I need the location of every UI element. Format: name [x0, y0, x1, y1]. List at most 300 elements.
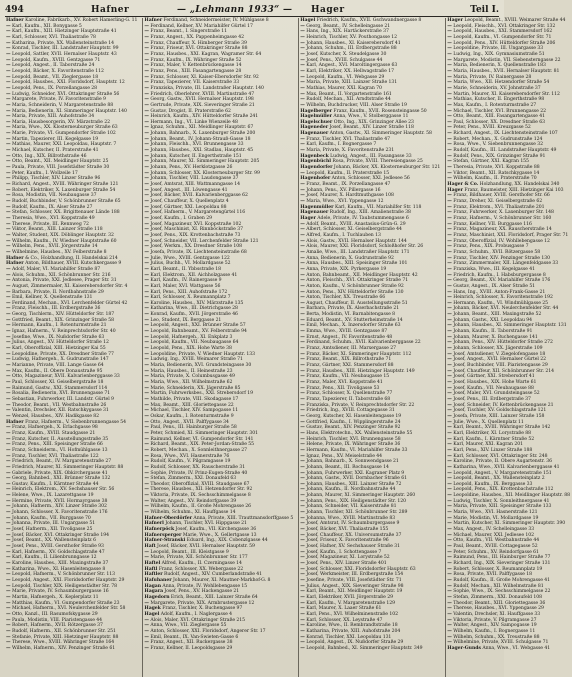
entry-details: Julius, Angest., XV. Hütteldorfer Straße 12 — [10, 340, 109, 346]
entry-surname: — — [6, 215, 11, 221]
entry-surname: — — [447, 170, 452, 176]
entry-surname: — — [144, 476, 149, 482]
entry-details: Marie, Modistin, VI. Mollardgasse 19 — [451, 515, 539, 521]
entry-surname: — — [447, 521, 452, 527]
entry-surname: Hafuhaner — [144, 577, 172, 583]
entry-surname: — — [144, 266, 149, 272]
entry-surname: — — [300, 29, 305, 35]
entry-surname: — — [6, 532, 11, 538]
entry-details: Josef, Angest., XVII. Hernalser Gürtel 22 — [451, 357, 546, 363]
entry-surname: — — [6, 555, 11, 561]
entry-details: Gustav, Kaufm., I. Kärntner Straße 44 — [10, 481, 99, 487]
entry-details: August, Chauffeur, II. Ausstellungsstraße 51 — [304, 300, 408, 306]
entry-surname: — — [144, 504, 149, 510]
entry-surname: — — [300, 430, 305, 436]
entry-details: Josefa, Private, IX. Liechtensteinstraße 68 — [148, 249, 247, 255]
entry-details: Julie, Wwe., X. Quellenplatz 11 — [451, 419, 524, 425]
entry-details: Friedrich, Kaufm., I. Habsburgergasse 8 — [451, 272, 546, 278]
entry-surname: — — [6, 182, 11, 188]
entry-details: Philipp, Tischler, XIV. Linzer Straße 96 — [10, 176, 101, 182]
entry-surname: — — [447, 623, 452, 629]
entry-surname: — — [447, 317, 452, 323]
entry-surname: — — [300, 357, 305, 363]
entry-details: Josef, Schneider, VII. Lerchenfelder Straße 121 — [148, 238, 259, 244]
entry-details: Wilhelm, Schuhm., XX. Treustraße 88 — [451, 634, 540, 640]
entry-surname: — — [6, 617, 11, 623]
entry-details: Max, Kaufm., I. Rotenturmstraße 27 — [451, 102, 537, 108]
entry-details: Theresia, Private, XVI. Koppstraße 88 — [451, 165, 540, 171]
entry-surname: — — [300, 402, 305, 408]
entry-details: Josef, Bäcker, XVI. Ottakringer Straße 194 — [10, 532, 109, 538]
entry-details: Paula, Modistin, VIII. Piaristengasse 44 — [10, 617, 103, 623]
entry-surname: — — [144, 396, 149, 402]
entry-surname: — — [6, 108, 11, 114]
entry-surname: Hagelschuer — [300, 119, 333, 125]
entry-surname: — — [6, 493, 11, 499]
entry-surname: — — [447, 447, 452, 453]
entry-surname: — — [144, 430, 149, 436]
entry-details: Wilhelm, Buchdrucker, VIII. Alser Straße 19 — [304, 102, 407, 108]
entry-surname: — — [144, 640, 149, 646]
entry-details: Leopold, Kaufm., VI. Gumpendorfer Str. 71 — [451, 34, 552, 40]
entry-details: Johann, Schlosser, XX. Klosterneuburger Str. 99 — [148, 170, 260, 176]
entry-surname: — — [6, 29, 11, 35]
entry-surname: — — [447, 68, 452, 74]
entry-surname: — — [6, 300, 11, 306]
entry-surname: — — [300, 227, 305, 233]
entry-surname: — — [300, 623, 305, 629]
entry-details: Josef, Kaufm., I. Schottengasse 7 — [304, 549, 382, 555]
entry-details: Hermine, Private, XVII. Hormayrgasse 38 — [10, 498, 108, 504]
entry-surname: — — [6, 374, 11, 380]
entry-details: Franz, Bildhauer, XVIII. Gersthofer Str. 66 — [451, 193, 550, 199]
entry-details: Johann, Hafnerm., XIV. Linzer Straße 302 — [10, 504, 107, 510]
entry-surname: — — [300, 510, 305, 516]
entry-surname: — — [447, 374, 452, 380]
entry-details: Sophie, Wwe., IX. Sechsschimmelgasse 22 — [451, 589, 551, 595]
entry-details: Franz, Maler, V. Kettenbrückengasse 14 — [148, 63, 242, 69]
entry-surname: — — [300, 295, 305, 301]
entry-details: Franz, Schlosser, XI. Kaiser-Ebersdorfer Str. 92 — [148, 74, 259, 80]
entry-surname: — — [6, 295, 11, 301]
entry-surname: — — [6, 51, 11, 57]
entry-surname: Hafner — [6, 261, 24, 267]
entry-surname: — — [144, 204, 149, 210]
entry-details: Leopold, Sattler, XVII. Hernalser Hauptstr. 43 — [10, 51, 117, 57]
entry-surname: — — [6, 589, 11, 595]
entry-surname: — — [447, 600, 452, 606]
entry-details: Karoline, Wwe., II. Rembrandtstraße 18 — [304, 623, 398, 629]
entry-details: Johann, Schlosser, XX. Jägerstraße 109 — [451, 346, 543, 352]
entry-surname: — — [144, 210, 149, 216]
entry-surname: Hagendorfer — [300, 165, 333, 171]
entry-surname: — — [144, 487, 149, 493]
entry-surname: — — [6, 634, 11, 640]
entry-surname: — — [447, 430, 452, 436]
entry-surname: — — [300, 408, 305, 414]
entry-details: Alfred, Kaufm., I. Tuchlauben 13 — [304, 232, 381, 238]
entry-surname: — — [300, 351, 305, 357]
entry-surname: — — [300, 85, 305, 91]
entry-details: Holzhandlung, XX. Handelskai 340 — [478, 182, 560, 188]
entry-surname: — — [6, 640, 11, 646]
entry-details: Heinrich, Elektrom., XV. Sechshauser Str. 56 — [10, 487, 115, 493]
entry-surname: — — [6, 572, 11, 578]
entry-surname: — — [6, 538, 11, 544]
entry-details: Franz, Oberoffizial, IV. Wohllebengasse 12 — [451, 238, 550, 244]
entry-surname: — — [6, 272, 11, 278]
entry-surname: — — [144, 628, 149, 634]
entry-surname: — — [144, 617, 149, 623]
entry-details: Johanna, Private, III. Ungargasse 51 — [10, 521, 96, 527]
entry-details: Rudolf, Kaufm., IX. Alser Straße 27 — [10, 204, 93, 210]
entry-surname: — — [6, 368, 11, 374]
entry-surname: — — [447, 74, 452, 80]
entry-details: Otto, Beamt., XII. Meidlinger Hauptstr. 25 — [10, 159, 109, 165]
entry-surname: — — [447, 611, 452, 617]
entry-details: Franziska, Private, III. Landstraßer Hauptstr. 140 — [148, 85, 264, 91]
entry-surname: — — [300, 476, 305, 482]
entry-surname: — — [144, 108, 149, 114]
entry-details: Josef, Pens., III. Erdbergstraße 37 — [451, 396, 531, 402]
entry-details: Franz, Kellner, VII. Burggasse 116 — [451, 221, 532, 227]
entry-surname: — — [300, 442, 305, 448]
entry-surname: — — [447, 583, 452, 589]
entry-surname: — — [144, 199, 149, 204]
entry-surname: — — [6, 459, 11, 465]
entry-surname: Hagel — [144, 611, 160, 617]
entry-details: Emil, Kellner, X. Quellenstraße 131 — [10, 295, 93, 301]
entry-surname: — — [300, 606, 305, 612]
entry-details: Franz, Maschinist, XXI. Floridsdorf, Prager Str. 71 — [451, 232, 569, 238]
column-4 — [445, 18, 572, 677]
entry-surname: — — [300, 577, 305, 583]
entry-details: Amalie, Wwe., III. Landstraßer Hauptstr. 171 — [304, 249, 410, 255]
entry-surname: — — [300, 374, 305, 380]
entry-surname: — — [6, 289, 11, 295]
entry-surname: Hagenbüchl — [300, 159, 331, 165]
entry-details: Maria, Private, X. Columbusgasse 49 — [148, 374, 235, 380]
entry-surname: — — [447, 544, 452, 550]
entry-details: Katharina, Private, XIII. Auhofstraße 204 — [304, 628, 401, 634]
entry-details: Emil, Mechan., X. Inzersdorfer Straße 63 — [304, 323, 401, 329]
entry-details: Josef, Chauffeur, XII. Schönbrunner Str. 214 — [451, 368, 555, 374]
entry-surname: — — [144, 159, 149, 165]
entry-surname: — — [300, 283, 305, 289]
entry-details: Leopold, Beamt., XX. Wallensteinplatz 2 — [451, 476, 545, 482]
entry-surname: — — [447, 210, 452, 216]
entry-details: Josef, Tischler, XV. Goldschlagstraße 121 — [451, 408, 547, 414]
entry-surname: Hagenhofer — [300, 176, 331, 182]
entry-surname: — — [447, 464, 452, 470]
entry-details: Gertrude, Private, XIX. Sieveringer Straße 21 — [148, 102, 255, 108]
entry-details: Johann, Fleischh., XVI. Brunnengasse 33 — [148, 142, 244, 148]
directory-entry — [447, 646, 570, 652]
entry-details: Alois, Maler, XVI. Ottakringer Straße 215 — [148, 617, 246, 623]
entry-details: Paul, Beamt., XVIII. Cottagegasse 52 — [451, 544, 538, 550]
entry-details: Franz, Bäcker, XI. Simmeringer Hauptstr. 112 — [304, 351, 412, 357]
entry-surname: — — [447, 419, 452, 425]
entry-details: Franz, Kutscher, II. Ausstellungsstraße 35 — [10, 436, 109, 442]
entry-details: Johann, Pens., XIV. Hütteldorfer Straße 272 — [451, 340, 553, 346]
entry-details: Josef, Pens., XVIII. Schulgasse 44 — [304, 57, 383, 63]
entry-details: Josef, Pens., XIX. Krottenbachstraße 73 — [148, 232, 241, 238]
entry-details: Friedrich, Oberlehrer, XVIII. Martinstraße 47 — [148, 91, 255, 97]
entry-surname: — — [300, 74, 305, 80]
entry-surname: — — [6, 487, 11, 493]
entry-surname: — — [447, 363, 452, 369]
entry-details: Leo, Student, IX. Berggasse 21 — [148, 317, 222, 323]
entry-details: Maria, Private, XIII. Lainzer Straße 131 — [304, 80, 398, 86]
entry-surname: — — [144, 283, 149, 289]
entry-details: Josef, Kutscher, X. Steudelgasse 30 — [304, 51, 387, 57]
entry-details: Johann, Hausbes., XXI. Stadlau, Hauptstr. 45 — [148, 148, 253, 154]
entry-details: Franz, Angest., XX. Pappenheimgasse 42 — [148, 34, 244, 40]
entry-surname: — — [447, 487, 452, 493]
entry-surname: — — [6, 346, 11, 352]
entry-surname: — — [144, 340, 149, 346]
entry-details: Rosalia, Bedienerin, XVI. Brunnengasse 71 — [10, 391, 111, 397]
entry-surname: — — [144, 34, 149, 40]
entry-surname: — — [300, 561, 305, 566]
entry-surname: — — [144, 634, 149, 640]
entry-details: Franz, Tapezierer, II. Taborstraße 68 — [304, 396, 391, 402]
entry-details: Ludwig, Hafnergeh., X. Gudrunstraße 147 — [10, 357, 109, 363]
entry-surname: Hafnerl — [144, 521, 164, 527]
entry-details: Oskar, Kaufm., I. Rotenturmstraße 9 — [148, 413, 234, 419]
entry-surname: — — [300, 611, 305, 617]
entry-surname: — — [144, 289, 149, 295]
entry-surname: — — [447, 555, 452, 561]
entry-details: Johann, Fuhrwerker, XXI. Kagraner Platz 9 — [304, 470, 405, 476]
entry-details: Gottfried, Kaufm., I. Wipplingerstraße 24 — [304, 419, 401, 425]
entry-surname: — — [144, 23, 149, 29]
entry-surname: — — [144, 97, 149, 103]
entry-details: Ignaz, Pens., XV. Meiselstraße 44 — [304, 453, 383, 459]
entry-details: Leopold, Angest., V. Margaretenstraße 151 — [451, 470, 552, 476]
entry-details: Martin, Kutscher, XI. Simmeringer Hauptstr. 390 — [451, 521, 566, 527]
entry-details: Rudolf, Mechan., XII. Wilhelmstraße 81 — [451, 583, 544, 589]
entry-surname: — — [6, 204, 11, 210]
entry-surname: — — [447, 278, 452, 284]
entry-surname: — — [300, 23, 305, 29]
entry-details: Wilhelmine, Private, XVIII. Schulgasse 71 — [451, 640, 549, 646]
entry-surname: — — [6, 249, 11, 255]
entry-details: Franz, Magazineur, XX. Rauscherstraße 14 — [451, 227, 552, 233]
entry-surname: Hagenbeck — [300, 153, 329, 159]
entry-details: Richard, Angest., XVIII. Währinger Straße 121 — [10, 182, 119, 188]
entry-surname: — — [300, 334, 305, 340]
entry-surname: — — [300, 346, 305, 352]
entry-surname: — — [6, 131, 11, 137]
entry-details: Leopold, Pens., XIV. Hütteldorfer Straße 206 — [451, 40, 556, 46]
entry-surname: — — [447, 453, 452, 459]
entry-details: Valentin, Drechsler, XI. Hauffgasse 33 — [451, 611, 541, 617]
entry-details: Leopold, Angest., XXI. Floridsdorfer Hauptstr. 29 — [10, 577, 125, 583]
entry-details: Leopold, Beamt., XVIII. Weimarer Straße 44 — [462, 18, 566, 23]
entry-details: Viktoria, Private, V. Pilgramgasse 27 — [451, 617, 537, 623]
entry-surname: — — [300, 136, 305, 142]
entry-details: Otto, Kaufm., VII. Westbahnstraße 44 — [451, 538, 540, 544]
entry-details: Leopold, Kaufm., VII. Neubaugasse 64 — [148, 340, 239, 346]
entry-details: Josef, Pens., XVIII. Gersthofer Straße 93 — [10, 544, 104, 550]
entry-details: Ferdinand, Kellner, XV. Mariahilfer Gürtel 17 — [148, 23, 253, 29]
entry-surname: — — [6, 159, 11, 165]
entry-surname: — — [6, 436, 11, 442]
entry-surname: Hagek — [144, 606, 161, 612]
entry-details: Adolf, Kaufm., I. Naglergasse 4 — [159, 611, 233, 617]
entry-details: Maria, Schneiderin, V. Margaretenstraße 88 — [10, 102, 114, 108]
entry-details: Peter, Schmied, XI. Simmeringer Hauptstr. 301 — [148, 430, 259, 436]
entry-surname: — — [144, 306, 149, 312]
entry-details: Johann, Beamt., III. Rochusgasse 14 — [304, 464, 389, 470]
entry-details: Maria, Private, X. Favoritenstraße 231 — [304, 148, 395, 154]
entry-details: Johann, Bäcker, XVI. Neulerchenfelder Str. 44 — [451, 306, 559, 312]
entry-details: Paul, Pens., III. Hainburger Straße 58 — [148, 425, 237, 431]
entry-details: Therese, Wwe., XVIII. Währinger Straße 164 — [10, 640, 115, 646]
entry-details: Leopold, Beamt., III. Kleistgasse 9 — [148, 549, 229, 555]
entry-details: Otto, Angest., XVII. Palffygasse 34 — [148, 419, 229, 425]
entry-details: Alois, Schuhm., XII. Schönbrunner Str. 216 — [10, 272, 111, 278]
entry-surname: — — [6, 210, 11, 216]
entry-surname: — — [300, 68, 305, 74]
entry-details: Therese, Hausbes., XVI. Yppengasse 29 — [451, 606, 544, 612]
entry-details: Anton, Gastw., XI. Simmeringer Hauptstr. 58 — [328, 131, 432, 137]
entry-surname: — — [447, 504, 452, 510]
entry-surname: — — [6, 498, 11, 504]
entry-surname: — — [300, 266, 305, 272]
entry-details: Johann, Pens., XV. Herklotzgasse 26 — [148, 165, 233, 171]
entry-surname: — — [6, 244, 11, 250]
entry-details: Georg, Beamt., XV. Mariahilfer Straße 176 — [451, 278, 551, 284]
entry-details: Franz, Pens., XIII. Speisinger Straße 66 — [10, 442, 103, 448]
entry-surname: — — [447, 204, 452, 210]
entry-details: Josef, Amtsdiener, V. Ziegelofengasse 18 — [451, 351, 546, 357]
entry-details: Franz, Pens., XIX. Probusgasse 7 — [451, 244, 529, 250]
entry-surname: — — [447, 193, 452, 199]
entry-details: Alfred, Kaufm., II. Czerningasse 14 — [160, 561, 242, 566]
entry-details: Karoline, Fabrikarb., XV. Robert Hamerling-G. 11 — [23, 18, 138, 23]
entry-details: Walter, Student, XIX. Döblinger Hauptstr. 32 — [10, 232, 114, 238]
entry-details: Josef, Magazineur, XI. Lorystraße 52 — [304, 555, 390, 561]
entry-surname: Hagelberger — [300, 108, 333, 114]
entry-surname: — — [6, 80, 11, 86]
entry-details: Heinrich, Schlosser, X. Favoritenstraße 192 — [451, 295, 553, 301]
entry-details: Anna, Private, XIX. Pyrkergasse 19 — [304, 266, 387, 272]
entry-surname: Haftler — [144, 572, 163, 578]
entry-surname: — — [447, 493, 452, 499]
entry-surname: — — [144, 255, 149, 261]
entry-details: Stefan, Zimmerm., XXI. Donaufeld 108 — [451, 594, 542, 600]
entry-details: Maria, Hausbes., II. Heinestraße 23 — [148, 368, 233, 374]
entry-surname: — — [447, 532, 452, 538]
entry-surname: — — [6, 153, 11, 159]
entry-surname: — — [300, 300, 305, 306]
entry-surname: — — [300, 396, 305, 402]
entry-details: Theodor, Beamt., XIII. Gloriettegasse 36 — [451, 600, 546, 606]
entry-details: Franz, Beamt., XIX. Billrothstraße 71 — [304, 357, 392, 363]
entry-surname: — — [447, 351, 452, 357]
entry-surname: Hager — [447, 187, 463, 193]
entry-surname: — — [300, 317, 305, 323]
entry-details: Otto, Beamt., XIII. Fasangartengasse 41 — [451, 114, 545, 120]
entry-surname: — — [144, 436, 149, 442]
entry-details: Helene, Wwe., IX. Lazarettgasse 19 — [10, 493, 94, 499]
entry-details: Katharina, Private, XX. Wallensteinstraße 14 — [10, 40, 115, 46]
entry-details: Robert, Schlosser, X. Reumannplatz 19 — [451, 566, 543, 572]
entry-surname: — — [447, 442, 452, 448]
entry-details: Franz, Schneiderm., VI. Hofmühlgasse 13 — [10, 447, 108, 453]
entry-details: Leopold, Hausbes., XXI. Floridsdorf, Hauptstr. 12 — [10, 80, 125, 86]
entry-details: Robert, Elektriker, X. Laxenburger Straße 54 — [10, 187, 116, 193]
entry-surname: — — [300, 470, 305, 476]
entry-surname: — — [144, 125, 149, 131]
entry-surname: — — [144, 374, 149, 380]
entry-surname: — — [447, 510, 452, 516]
entry-surname: — — [6, 114, 11, 120]
entry-surname: — — [300, 170, 305, 176]
entry-surname: — — [447, 46, 452, 52]
entry-surname: Hagelmüller — [300, 114, 332, 120]
entry-details: Karl, Beamt., XII. Meidlinger Hauptstr. 19 — [304, 589, 403, 595]
entry-surname: — — [447, 244, 452, 250]
entry-details: & Co., Holzhandlung, II. Handelskai 214 — [23, 255, 118, 261]
entry-surname: — — [447, 136, 452, 142]
entry-details: Rudolf, Ing., XIII. Amalienstraße 38 — [328, 210, 411, 216]
entry-details: Franz, Tischler, X. Buchengasse 97 — [160, 606, 243, 612]
entry-details: Leopold, Angest., IX. Nußdorfer Straße 29 — [304, 640, 404, 646]
entry-surname: — — [144, 40, 149, 46]
entry-details: Johann, Gastw., XXI. Leopoldau 94 — [451, 317, 533, 323]
entry-surname: — — [144, 300, 149, 306]
entry-details: Martin, Maurer, XI. Kaiserebersdorfer Str. 112 — [451, 91, 560, 97]
entry-details: Ludwig, Ing., XIX. Gymnasiumstraße 51 — [451, 51, 545, 57]
entry-details: Ferdinand, Mechan., XVI. Lerchenfelder Gürtel 42 — [10, 300, 128, 306]
entry-details: Albert, Schlosser, XI. Geiselbergstraße 44 — [304, 227, 402, 233]
entry-surname: Hagara — [144, 589, 164, 595]
entry-surname: — — [447, 481, 452, 487]
entry-surname: — — [300, 193, 305, 199]
entry-surname: — — [447, 159, 452, 165]
entry-surname: — — [447, 589, 452, 595]
entry-surname: — — [144, 187, 149, 193]
entry-surname: — — [300, 583, 305, 589]
entry-surname: — — [300, 51, 305, 57]
entry-surname: — — [144, 29, 149, 35]
entry-surname: — — [144, 645, 149, 651]
entry-details: Josef, Hausbes., XIX. Hohe Warte 61 — [451, 380, 537, 385]
entry-surname: — — [300, 459, 305, 465]
entry-details: Leopoldine, Hausbes., XII. Meidlinger Hauptstr. 88 — [451, 493, 570, 499]
entry-surname: — — [300, 306, 305, 312]
entry-surname: — — [300, 102, 305, 108]
entry-details: Michael, Tischler, XVI. Brunnengasse 22 — [451, 108, 546, 114]
entry-details: Eduard, Beamt., XV. Stutterheimstraße 14 — [304, 317, 403, 323]
entry-surname: — — [447, 594, 452, 600]
entry-surname: — — [6, 606, 11, 612]
entry-surname: — — [300, 481, 305, 487]
entry-surname: — — [447, 346, 452, 352]
entry-surname: — — [300, 391, 305, 397]
entry-surname: — — [6, 464, 11, 470]
entry-details: Karl, Kaufm., I. Bognergasse 7 — [304, 142, 377, 148]
entry-details: Rudolf, Mechan., XII. Arndtstraße 44 — [304, 97, 391, 103]
entry-details: Ludwig, Angest., III. Fasangasse 33 — [328, 153, 412, 159]
entry-details: Martin, Tapezierer, III. Kegelgasse 19 — [10, 136, 99, 142]
entry-details: Viktoria, Private, IX. Sechsschimmelgasse 8 — [148, 493, 251, 499]
entry-details: Anna, Private, IV. Wohllebengasse 15 — [161, 583, 248, 589]
entry-surname: — — [300, 425, 305, 431]
